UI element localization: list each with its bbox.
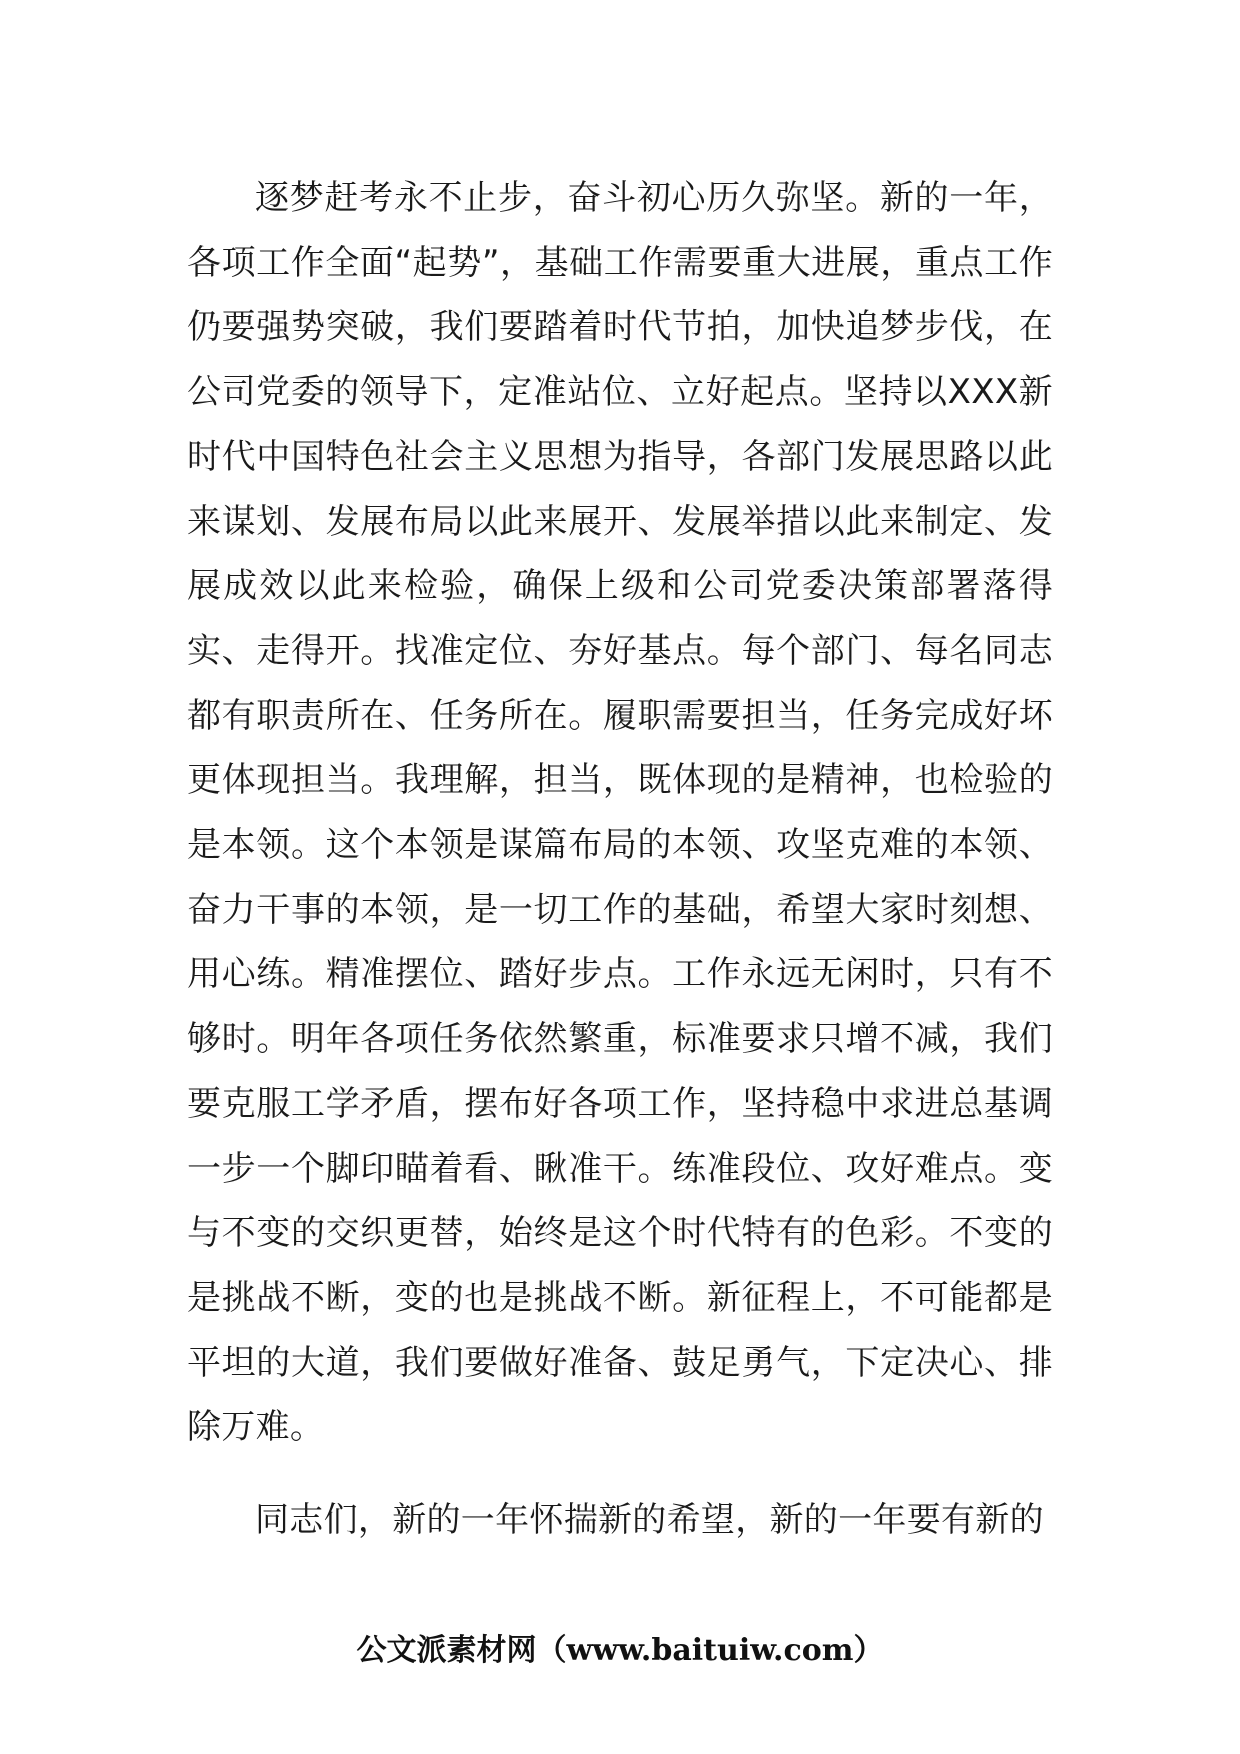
paragraph-1: 逐梦赶考永不止步，奋斗初心历久弥坚。新的一年，各项工作全面“起势”，基础工作需要重大进展，重点工作仍要强势突破，我们要踏着时代节拍，加快追梦步伐，在公司党委的领导下，定准站位、立好起点。坚持以XXX新时代中国特色社会主义思想为指导，各部门发展思路以此来谋划、发展布局以此来展开、发展举措以此来制定、发展成效以此来检验，确保上级和公司党委决策部署落得实、走得开。找准定位、夯好基点。每个部门、每名同志都有职责所在、任务所在。履职需要担当，任务完成好坏更体现担当。我理解，担当，既体现的是精神，也检验的是本领。这个本领是谋篇布局的本领、攻坚克难的本领、奋力干事的本领，是一切工作的基础，希望大家时刻想、用心练。精准摆位、踏好步点。工作永远无闲时，只有不够时。明年各项任务依然繁重，标准要求只增不减，我们要克服工学矛盾，摆布好各项工作，坚持稳中求进总基调一步一个脚印瞄着看、瞅准干。练准段位、攻好难点。变与不变的交织更替，始终是这个时代特有的色彩。不变的是挑战不断，变的也是挑战不断。新征程上，不可能都是平坦的大道，我们要做好准备、鼓足勇气，下定决心、排除万难。	[187, 178, 1053, 1448]
footer-watermark-text: 公文派素材网（www.baituiw.com）	[356, 1633, 884, 1668]
document-body	[187, 166, 1053, 1460]
paragraph-2: 同志们，新的一年怀揣新的希望，新的一年要有新的	[255, 1500, 1044, 1540]
